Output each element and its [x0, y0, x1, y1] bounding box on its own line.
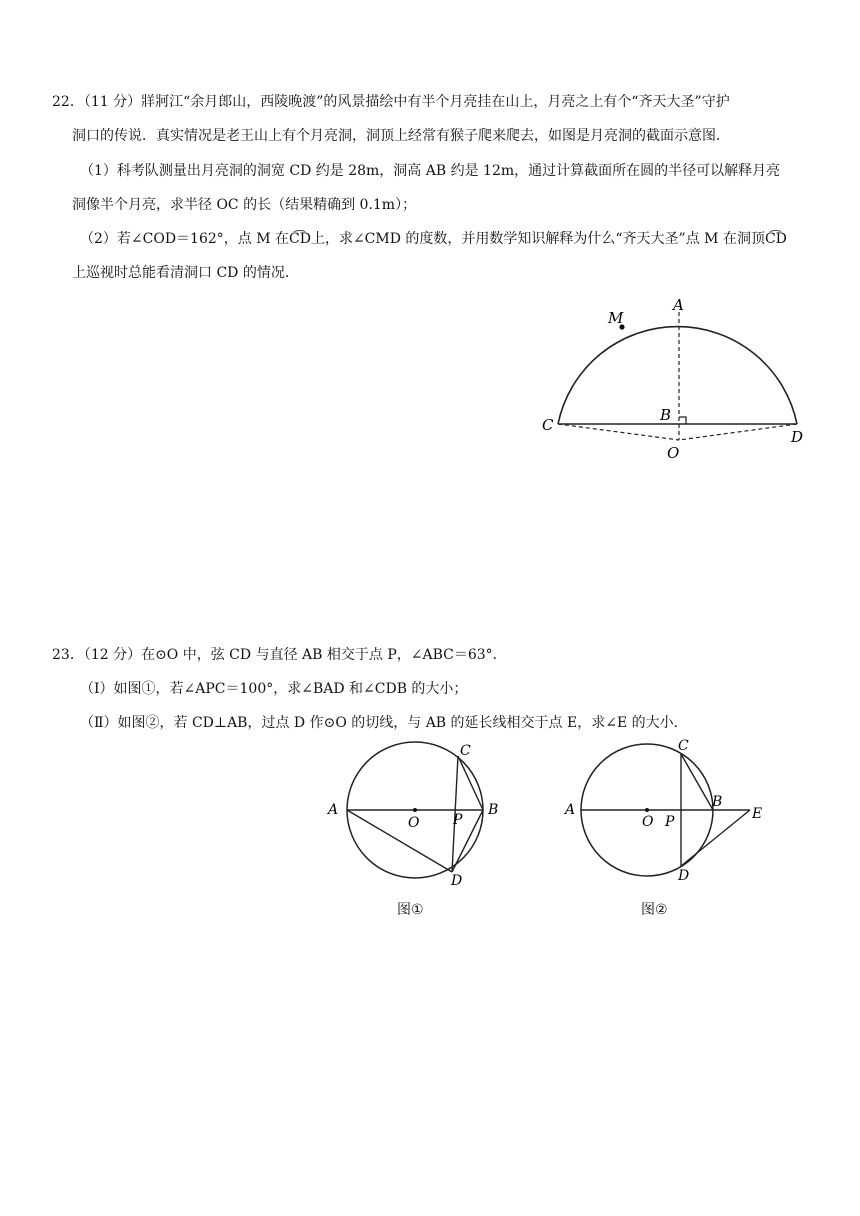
label-c: C [678, 738, 689, 754]
q22-line-5: （2）若∠COD＝162°，点 M 在C͡D上，求∠CMD 的度数，并用数学知识解释为什么“齐天大圣”点 M 在洞顶C͡D [80, 231, 787, 247]
label-o: O [642, 814, 654, 830]
q22-line-3: （1）科考队测量出月亮洞的洞宽 CD 约是 28m，洞高 AB 约是 12m，通过计算截面所在圆的半径可以解释月亮 [80, 163, 781, 179]
label-d: D [451, 873, 463, 889]
label-d: D [791, 428, 804, 446]
label-o: O [667, 444, 680, 462]
q23-line-1: 23．（12 分）在⊙O 中，弦 CD 与直径 AB 相交于点 P，∠ABC＝63°． [52, 647, 507, 663]
q22-line-6: 上巡视时总能看清洞口 CD 的情况． [72, 265, 299, 281]
cave-arc [558, 327, 797, 424]
label-p: P [665, 814, 675, 830]
q22-line-1: 22．（11 分）牂牁江“余月郎山，西陵晚渡”的风景描绘中有半个月亮挂在山上，月亮之上有个“齐天大圣”守护 [52, 94, 730, 110]
segment-cb [458, 756, 483, 810]
center-o [645, 808, 649, 812]
figure-2-caption: 图② [641, 902, 668, 918]
center-o [413, 808, 417, 812]
label-e: E [752, 806, 763, 822]
label-a: A [328, 802, 339, 818]
q23-line-2: （Ⅰ）如图①，若∠APC＝100°，求∠BAD 和∠CDB 的大小； [80, 681, 468, 697]
label-a: A [565, 802, 576, 818]
segment-ad [347, 810, 452, 872]
segment-cb [681, 754, 713, 810]
q22-line-4: 洞像半个月亮，求半径 OC 的长（结果精确到 0.1m）； [72, 197, 417, 213]
tangent-de [681, 810, 750, 866]
figure-2-diagram [560, 736, 780, 886]
label-d: D [678, 868, 690, 884]
label-o: O [408, 815, 420, 831]
q22-line-2: 洞口的传说．真实情况是老王山上有个月亮洞，洞顶上经常有猴子爬来爬去，如图是月亮洞的截面示意图． [72, 128, 730, 144]
right-angle-mark [679, 417, 686, 424]
label-c: C [542, 416, 554, 434]
moon-cave-diagram [530, 290, 820, 470]
label-m: M [608, 309, 624, 327]
figure-1-diagram [320, 740, 520, 890]
label-c: C [460, 743, 471, 759]
label-b: B [488, 802, 499, 818]
label-a: A [673, 296, 684, 314]
radius-oc [558, 424, 679, 440]
label-p: P [453, 812, 463, 828]
label-b: B [712, 794, 723, 810]
radius-od [679, 424, 797, 440]
figure-1-caption: 图① [397, 902, 424, 918]
label-b: B [660, 406, 672, 424]
q23-line-3: （Ⅱ）如图②，若 CD⊥AB，过点 D 作⊙O 的切线，与 AB 的延长线相交于点 E，求∠E 的大小． [80, 715, 688, 731]
